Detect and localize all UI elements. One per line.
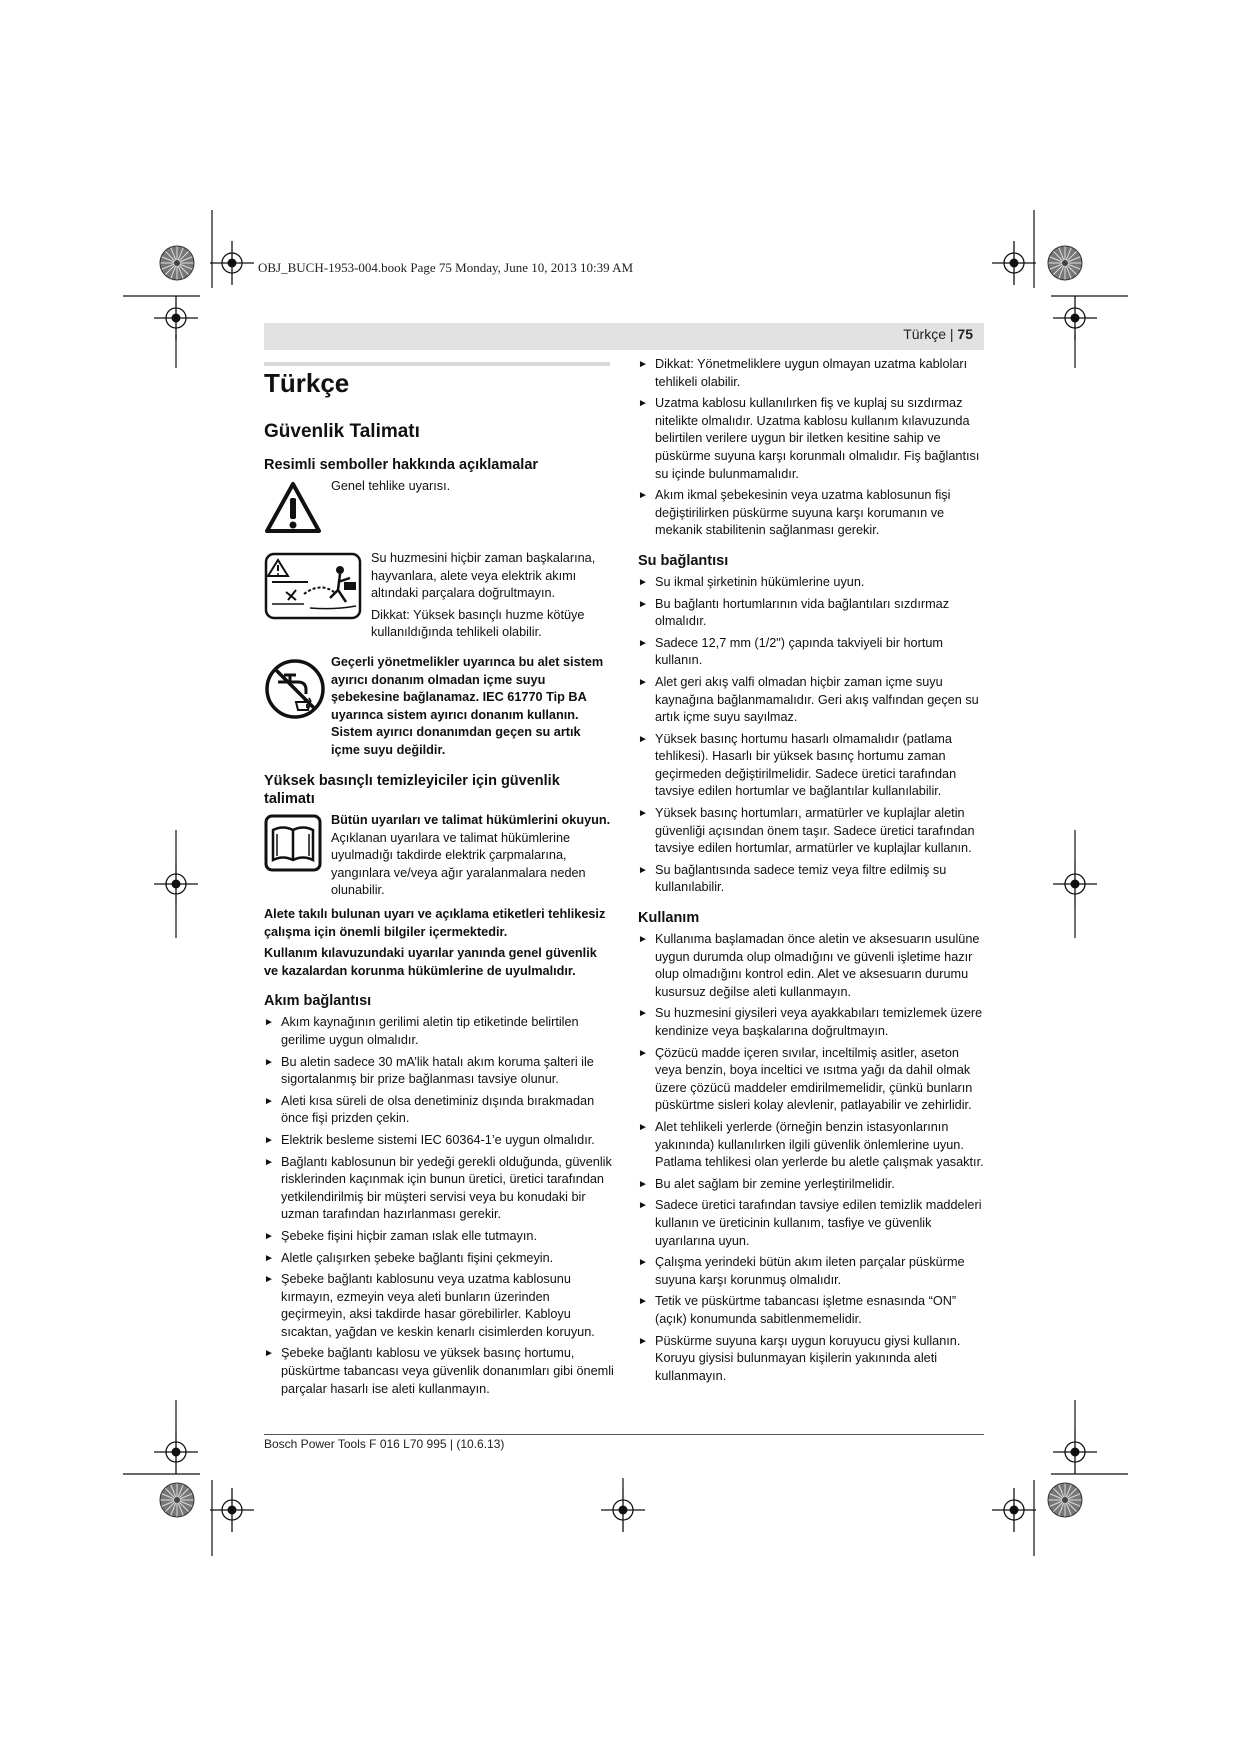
color-wheel-icon [1048, 1483, 1082, 1517]
list-item: ► Alet tehlikeli yerlerde (örneğin benzin istasyonlarının yakınında) kullanılırken ilgili güvenlik önlemlerine uyun. Patlama tehlikesi olan yerlerde bu aletle çalışmak yasaktır. [638, 1119, 984, 1170]
arrow-icon: ► [638, 598, 648, 610]
arrow-icon: ► [638, 808, 648, 820]
list-item: ► Çalışma yerindeki bütün akım ileten parçalar püskürme suyuna karşı korunmuş olmalıdır. [638, 1255, 965, 1287]
arrow-icon: ► [638, 576, 648, 588]
list-item: ► Bu alet sağlam bir zemine yerleştirilmelidir. [638, 1176, 988, 1194]
water-list [638, 574, 988, 897]
usage-list [638, 931, 988, 1385]
symbol-general-text: Genel tehlike uyarısı. [331, 479, 451, 493]
list-item: ► Akım kaynağının gerilimi aletin tip etiketinde belirtilen gerilime uygun olmalıdır. [264, 1015, 579, 1047]
arrow-icon: ► [638, 1008, 648, 1020]
header-language: Türkçe [903, 326, 946, 342]
list-item: ► Yüksek basınç hortumları, armatürler ve kuplajlar aletin güvenliği açısından önem taşır. Sadece üretici tarafından tavsiye edilen hortumlar, armatürler ve kuplajlar kullanın. [638, 806, 975, 856]
arrow-icon: ► [638, 637, 648, 649]
list-item: ► Kullanıma başlamadan önce aletin ve aksesuarın usulüne uygun durumda olup olmadığını ve güvenli işletime hazır olup olmadığını kontrol edin. Alet ve aksesuarın durumu kusursuz değilse aleti kullanmayın. [638, 932, 980, 999]
no-water-jet-icon [264, 552, 362, 620]
arrow-icon: ► [638, 398, 648, 410]
labels-note: Alete takılı bulunan uyarı ve açıklama etiketleri tehlikesiz çalışma için önemli bilgiler içermektedir. [264, 907, 606, 939]
arrow-icon: ► [638, 864, 648, 876]
registration-mark-icon [210, 241, 254, 285]
color-wheel-icon [160, 246, 194, 280]
arrow-icon: ► [264, 1348, 274, 1360]
symbol-jet-text: Su huzmesini hiçbir zaman başkalarına, hayvanlara, alete veya elektrik akımı altındaki parçalara doğrultmayın. [371, 551, 596, 601]
page-number: 75 [957, 326, 973, 342]
arrow-icon: ► [264, 1095, 274, 1107]
registration-mark-icon [992, 1488, 1036, 1532]
arrow-icon: ► [264, 1134, 274, 1146]
intro-list [638, 356, 988, 540]
symbol-general-danger [264, 478, 614, 544]
header-separator: | [949, 326, 954, 342]
no-drinking-water-icon [264, 658, 326, 720]
page-footer: Bosch Power Tools F 016 L70 995 | (10.6.13) [264, 1437, 505, 1451]
read-manual-icon [264, 814, 322, 872]
right-column [638, 356, 988, 1389]
list-item: ► Aleti kısa süreli de olsa denetiminiz dışında bırakmadan önce fişi prizden çekin. [264, 1093, 595, 1126]
arrow-icon: ► [638, 676, 648, 688]
header-bar [264, 323, 984, 350]
list-item: ► Elektrik besleme sistemi IEC 60364-1’e uygun olmalıdır. [264, 1132, 614, 1150]
list-item: ► Su bağlantısında sadece temiz veya filtre edilmiş su kullanılabilir. [638, 862, 947, 895]
page-header [903, 326, 973, 342]
list-item: ► Çözücü madde içeren sıvılar, inceltilmiş asitler, aseton veya benzin, boya inceltici ve ısıtma yağı da dahil olmak üzere çözücü maddeler emdirilmemelidir, çünkü bunların püskürtme sisleri kolay alevlenir, patlayabilir ve zehirlidir. [638, 1045, 973, 1113]
list-item: ► Bu aletin sadece 30 mA’lik hatalı akım koruma şalteri ile sigortalanmış bir prize bağlanması tavsiye olunur. [264, 1054, 594, 1087]
list-item: ► Akım ikmal şebekesinin veya uzatma kablosunun fişi değiştirilirken püskürme suyuna karşı korumanın ve mekanik stabilitenin sağlanması gerekir. [638, 488, 951, 538]
arrow-icon: ► [638, 1257, 648, 1269]
list-item: ► Bu bağlantı hortumlarının vida bağlantıları sızdırmaz olmalıdır. [638, 596, 950, 629]
arrow-icon: ► [638, 1178, 648, 1190]
list-item: ► Şebeke fişini hiçbir zaman ıslak elle tutmayın. [264, 1228, 614, 1246]
symbol-no-water-jet [264, 550, 614, 640]
registration-mark-icon [154, 296, 198, 340]
power-list [264, 1014, 614, 1398]
power-heading: Akım bağlantısı [264, 993, 372, 1010]
list-item: ► Su ikmal şirketinin hükümlerine uyun. [638, 574, 988, 592]
arrow-icon: ► [638, 1047, 648, 1059]
registration-mark-icon [154, 862, 198, 906]
registration-mark-icon [154, 1430, 198, 1474]
list-item: ► Sadece üretici tarafından tavsiye edilen temizlik maddeleri kullanın ve üreticinin kullanım, tasfiye ve güvenlik uyarılarına uyun. [638, 1198, 982, 1248]
arrow-icon: ► [638, 359, 648, 370]
symbol-read-manual [264, 812, 614, 900]
water-heading: Su bağlantısı [638, 552, 729, 569]
list-item: ► Su huzmesini giysileri veya ayakkabıları temizlemek üzere kendinize veya başkalarına doğrultmayın. [638, 1006, 983, 1038]
arrow-icon: ► [264, 1156, 274, 1168]
registration-mark-icon [1053, 1430, 1097, 1474]
footer-rule [264, 1434, 984, 1435]
list-item: ► Bağlantı kablosunun bir yedeği gerekli olduğunda, güvenlik risklerinden kaçınmak için bunun üretici, üretici tarafından yetkilendirilmiş bir müşteri servisi veya bu konudaki bir uzman tarafından hazırlanması gerekir. [264, 1154, 612, 1222]
list-item: ► Şebeke bağlantı kablosu ve yüksek basınç hortumu, püskürtme tabancası veya güvenlik donanımları gibi önemli parçalar hasarlı ise aleti kullanmayın. [264, 1346, 614, 1396]
color-wheel-icon [160, 1483, 194, 1517]
arrow-icon: ► [638, 733, 648, 745]
manual-note: Kullanım kılavuzundaki uyarılar yanında genel güvenlik ve kazalardan korunma hükümlerine de uyulmalıdır. [264, 946, 597, 978]
registration-mark-icon [1053, 862, 1097, 906]
list-item: ► Uzatma kablosu kullanılırken fiş ve kuplaj su sızdırmaz nitelikte olmalıdır. Uzatma kablosu kullanım kılavuzunda belirtilen verilere uygun bir iletken kesitine sahip ve püskürme suyuna karşı korunmalı olmalıdır. Fiş bağlantısı su içinde bulunmamalıdır. [638, 396, 980, 481]
registration-mark-icon [992, 241, 1036, 285]
arrow-icon: ► [264, 1056, 274, 1068]
arrow-icon: ► [638, 1335, 648, 1347]
list-item: ► Püskürme suyuna karşı uygun koruyucu giysi kullanın. Koruyu giysisi bulunmayan kişilerin yakınında aleti kullanmayın. [638, 1333, 961, 1383]
read-instructions-text: Açıklanan uyarılara ve talimat hükümlerine uyulmadığı takdirde elektrik çarpmalarına, yangınlara ve/veya ağır yaralanmalara neden olunabilir. [331, 830, 586, 898]
arrow-icon: ► [264, 1252, 274, 1264]
usage-heading: Kullanım [638, 910, 700, 927]
arrow-icon: ► [638, 934, 648, 946]
warning-triangle-icon [264, 480, 322, 536]
list-item: ► Sadece 12,7 mm (1/2") çapında takviyeli bir hortum kullanın. [638, 635, 943, 668]
arrow-icon: ► [264, 1230, 274, 1242]
list-item: ► Tetik ve püskürtme tabancası işletme esnasında “ON” (açık) konumunda sabitlenmemelidir. [638, 1294, 957, 1326]
page-title: Türkçe [264, 368, 350, 398]
registration-mark-icon [210, 1488, 254, 1532]
arrow-icon: ► [638, 1121, 648, 1133]
safety-heading: Güvenlik Talimatı [264, 421, 420, 442]
symbol-no-drinking-water [264, 654, 614, 760]
left-column [264, 362, 614, 1402]
arrow-icon: ► [264, 1274, 274, 1286]
arrow-icon: ► [264, 1017, 274, 1029]
hp-safety-heading: Yüksek basınçlı temizleyiciler için güvenlik talimatı [264, 773, 560, 807]
symbols-heading: Resimli semboller hakkında açıklamalar [264, 457, 539, 473]
arrow-icon: ► [638, 1296, 648, 1308]
list-item: ► Alet geri akış valfi olmadan hiçbir zaman içme suyu kaynağına bağlanmamalıdır. Geri akış valfından geçen su artık içme suyu sayılmaz. [638, 674, 979, 725]
file-slug: OBJ_BUCH-1953-004.book Page 75 Monday, June 10, 2013 10:39 AM [258, 260, 634, 275]
symbol-jet-warning: Dikkat: Yüksek basınçlı huzme kötüye kullanıldığında tehlikeli olabilir. [371, 607, 585, 640]
list-item: ► Dikkat: Yönetmeliklere uygun olmayan uzatma kabloları tehlikeli olabilir. [638, 357, 968, 389]
read-instructions-bold: Bütün uyarıları ve talimat hükümlerini okuyun. [331, 813, 611, 827]
list-item: ► Şebeke bağlantı kablosunu veya uzatma kablosunu kırmayın, ezmeyin veya aleti bunların üzerinden geçirmeyin, aksi takdirde hasar görebilirler. Kabloyu sıcaktan, yağdan ve keskin kenarlı cisimlerden koruyun. [264, 1272, 595, 1339]
arrow-icon: ► [638, 490, 648, 502]
registration-mark-icon [601, 1488, 645, 1532]
symbol-water-text: Geçerli yönetmelikler uyarınca bu alet sistem ayırıcı donanım olmadan içme suyu şebekesine bağlanamaz. IEC 61770 Tip BA uyarınca sistem ayırıcı donanım kullanın. Sistem ayırıcı donanımdan geçen su artık içme suyu değildir. [331, 655, 604, 757]
arrow-icon: ► [638, 1200, 648, 1212]
registration-mark-icon [1053, 296, 1097, 340]
color-wheel-icon [1048, 246, 1082, 280]
list-item: ► Aletle çalışırken şebeke bağlantı fişini çekmeyin. [264, 1250, 614, 1268]
list-item: ► Yüksek basınç hortumu hasarlı olmamalıdır (patlama tehlikesi). Hasarlı bir yüksek basınç hortumu zaman geçirmeden değiştirilmelidir. Sadece üretici tarafından tavsiye edilen hortumlar ve bağlantılar kullanılabilir. [638, 731, 957, 799]
